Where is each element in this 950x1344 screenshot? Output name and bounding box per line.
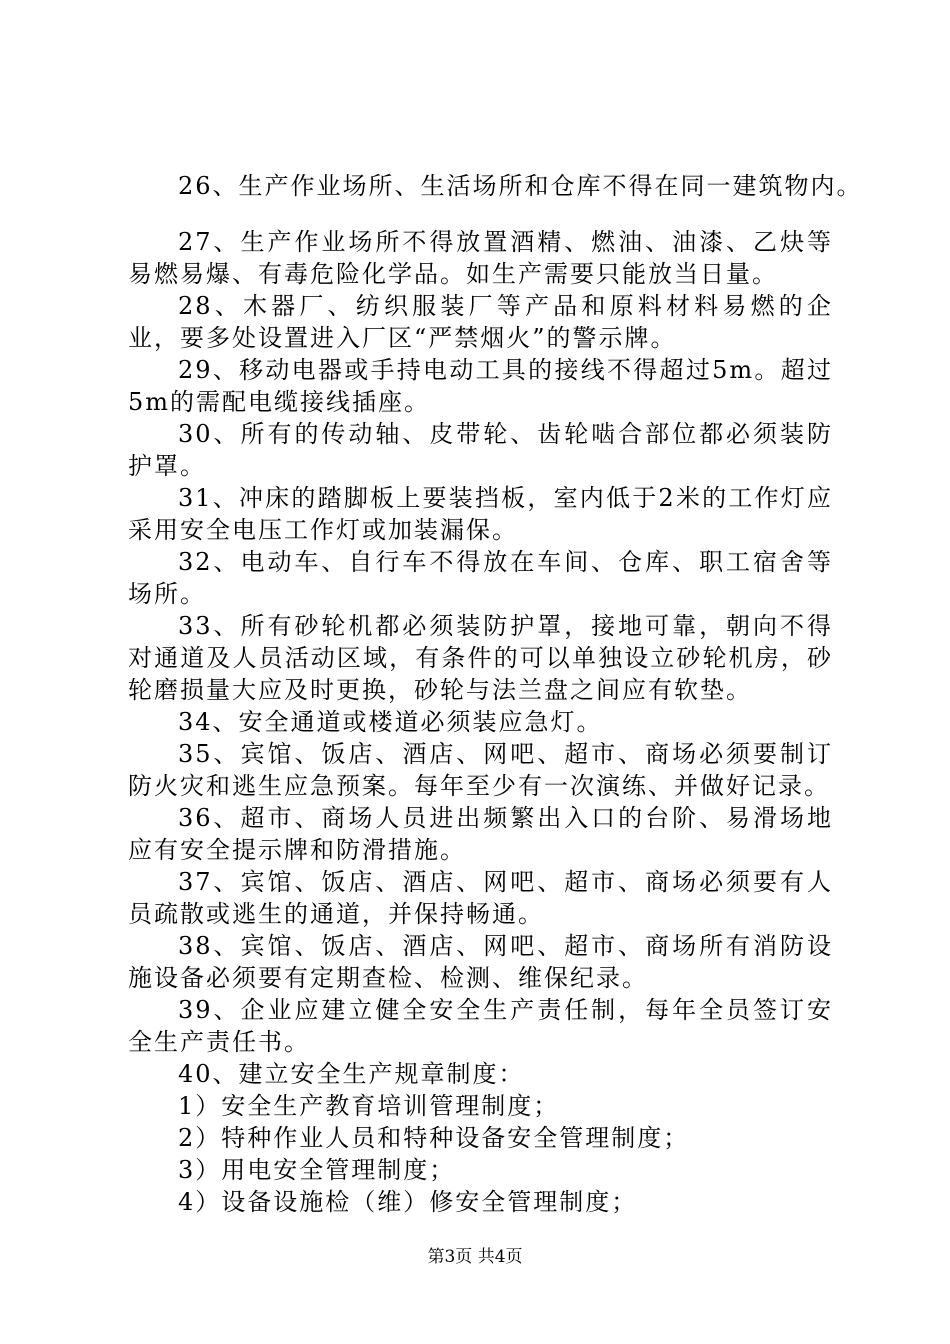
paragraph-38: 38、宾馆、饭店、酒店、网吧、超市、商场所有消防设施设备必须要有定期查检、检测、维保纪录。 — [128, 932, 833, 992]
list-item-4: 4）设备设施检（维）修安全管理制度； — [178, 1188, 638, 1216]
paragraph-35: 35、宾馆、饭店、酒店、网吧、超市、商场必须要制订防火灾和逃生应急预案。每年至少有一次演练、并做好记录。 — [128, 740, 833, 800]
document-body — [128, 170, 863, 1218]
paragraph-39: 39、企业应建立健全安全生产责任制，每年全员签订安全生产责任书。 — [128, 996, 833, 1056]
paragraph-32: 32、电动车、自行车不得放在车间、仓库、职工宿舍等场所。 — [128, 548, 833, 608]
paragraph-29: 29、移动电器或手持电动工具的接线不得超过5m。超过5m的需配电缆接线插座。 — [128, 356, 833, 416]
list-item-1: 1）安全生产教育培训管理制度； — [178, 1092, 560, 1120]
paragraph-36: 36、超市、商场人员进出频繁出入口的台阶、易滑场地应有安全提示牌和防滑措施。 — [128, 804, 833, 864]
paragraph-31: 31、冲床的踏脚板上要装挡板，室内低于2米的工作灯应采用安全电压工作灯或加装漏保。 — [128, 484, 833, 544]
paragraph-30: 30、所有的传动轴、皮带轮、齿轮啮合部位都必须装防护罩。 — [128, 420, 833, 480]
list-item-2: 2）特种作业人员和特种设备安全管理制度； — [178, 1124, 690, 1152]
paragraph-40: 40、建立安全生产规章制度： — [178, 1060, 525, 1088]
paragraph-26: 26、生产作业场所、生活场所和仓库不得在同一建筑物内。 — [178, 172, 863, 200]
paragraph-28: 28、木器厂、纺织服装厂等产品和原料材料易燃的企业，要多处设置进入厂区“严禁烟火”的警示牌。 — [128, 292, 833, 352]
paragraph-27: 27、生产作业场所不得放置酒精、燃油、油漆、乙炔等易燃易爆、有毒危险化学品。如生产需要只能放当日量。 — [128, 228, 833, 288]
paragraph-33: 33、所有砂轮机都必须装防护罩，接地可靠，朝向不得对通道及人员活动区域，有条件的可以单独设立砂轮机房，砂轮磨损量大应及时更换，砂轮与法兰盘之间应有软垫。 — [128, 612, 833, 704]
paragraph-34: 34、安全通道或楼道必须装应急灯。 — [178, 708, 603, 736]
paragraph-37: 37、宾馆、饭店、酒店、网吧、超市、商场必须要有人员疏散或逃生的通道，并保持畅通。 — [128, 868, 833, 928]
list-item-3: 3）用电安全管理制度； — [178, 1156, 456, 1184]
page-footer: 第3页 共4页 — [427, 1247, 523, 1267]
